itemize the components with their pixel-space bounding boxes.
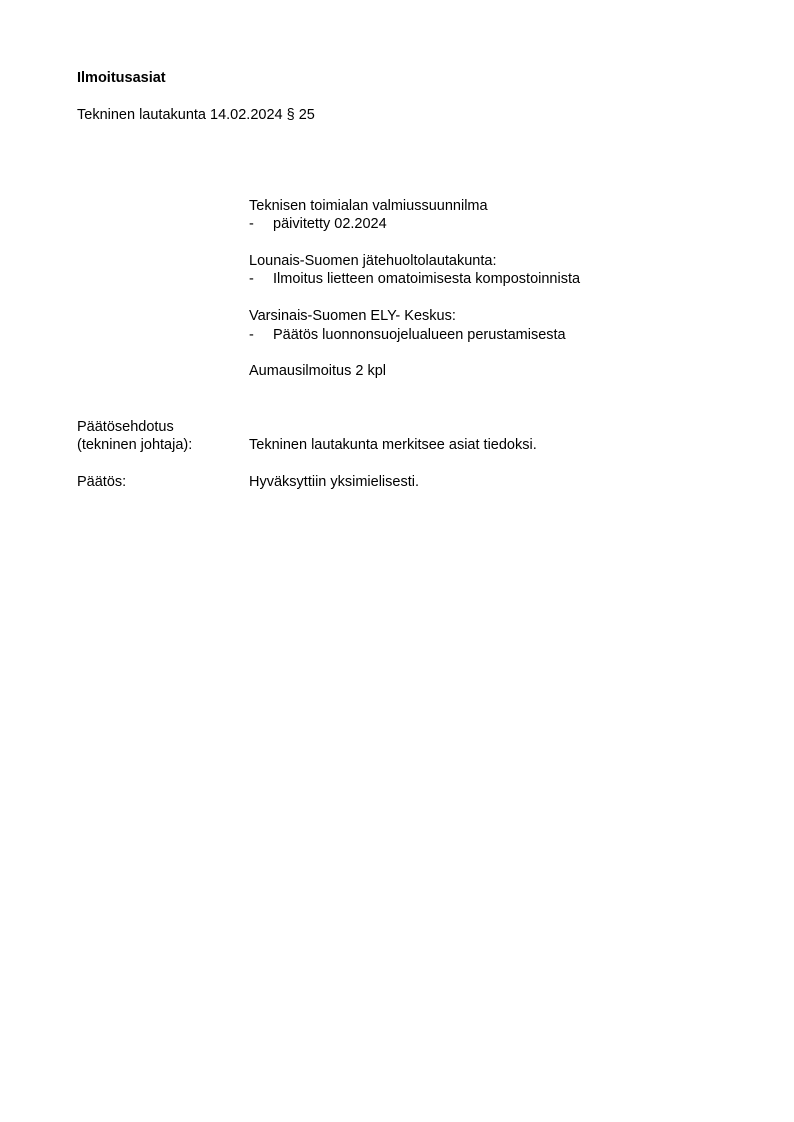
list-item (249, 270, 580, 288)
item-heading-jatehuoltolautakunta: Lounais-Suomen jätehuoltolautakunta: (249, 253, 497, 269)
document-title: Ilmoitusasiat (77, 70, 166, 86)
item-heading-aumausilmoitus: Aumausilmoitus 2 kpl (249, 363, 386, 379)
proposal-text: Tekninen lautakunta merkitsee asiat tiedoksi. (249, 437, 537, 453)
item-heading-ely-keskus: Varsinais-Suomen ELY- Keskus: (249, 308, 456, 324)
decision-label: Päätös: (77, 474, 127, 490)
decision-text: Hyväksyttiin yksimielisesti. (249, 474, 419, 490)
bullet-dash: - (249, 271, 254, 287)
bullet-dash: - (249, 216, 254, 232)
bullet-text: päivitetty 02.2024 (273, 216, 387, 232)
list-item (249, 326, 566, 344)
meeting-reference: Tekninen lautakunta 14.02.2024 § 25 (77, 107, 315, 123)
item-heading-valmiussuunnitelma: Teknisen toimialan valmiussuunnilma (249, 198, 488, 214)
proposal-label-line1: Päätösehdotus (77, 419, 174, 435)
bullet-text: Päätös luonnonsuojelualueen perustamisesta (273, 327, 566, 343)
list-item (249, 215, 387, 233)
proposal-label-line2: (tekninen johtaja): (77, 437, 193, 453)
bullet-dash: - (249, 327, 254, 343)
bullet-text: Ilmoitus lietteen omatoimisesta kompostoinnista (273, 271, 581, 287)
